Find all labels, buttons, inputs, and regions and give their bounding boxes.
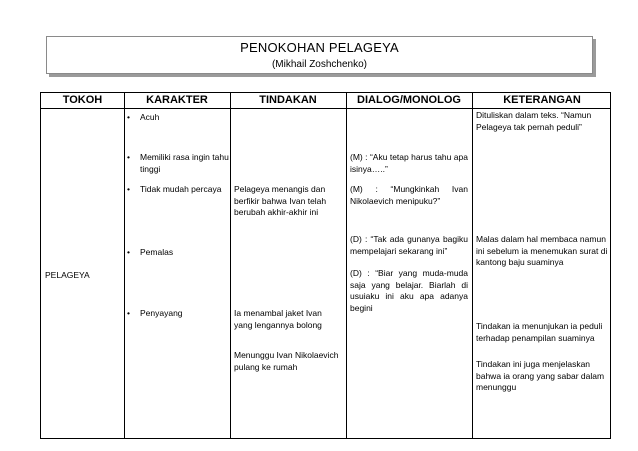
title-box xyxy=(46,36,593,74)
keterangan-item: Dituliskan dalam teks. “Namun Pelageya tak pernah peduli” xyxy=(476,110,592,132)
tokoh-name: PELAGEYA xyxy=(45,270,90,280)
dialog-item: (M) : “Mungkinkah Ivan Nikolaevich menipuku?” xyxy=(350,184,468,206)
keterangan-item: Tindakan ia menunjukan ia peduli terhadap penampilan suaminya xyxy=(476,321,603,343)
header-tokoh: TOKOH xyxy=(62,94,103,106)
dialog-item: (M) : “Aku tetap harus tahu apa isinya…..” xyxy=(350,152,468,174)
document-subtitle: (Mikhail Zoshchenko) xyxy=(271,59,368,70)
header-dialog: DIALOG/MONOLOG xyxy=(357,94,461,106)
header-tindakan: TINDAKAN xyxy=(259,94,317,106)
keterangan-item: Tindakan ini juga menjelaskan bahwa ia orang yang sabar dalam menunggu xyxy=(476,359,605,392)
bullet-icon: • xyxy=(127,184,130,194)
keterangan-item: Malas dalam hal membaca namun ini sebelum ia menemukan surat di kantong baju suaminya xyxy=(476,234,608,267)
tindakan-item: Pelageya menangis dan berfikir bahwa Ivan telah berubah akhir-akhir ini xyxy=(234,184,327,217)
characterization-table: TOKOH KARAKTER TINDAKAN DIALOG/MONOLOG KETERANGAN PELAGEYA • Acuh • Memiliki rasa ingin tahu tinggi • Tidak mudah percaya • Pemalas • Penyayang Pelageya menangis dan berfikir bahwa Ivan telah berubah akhir-akhir ini Ia menambal jaket Ivan yang lengannya bolong Menunggu Ivan Nikolaevich pulang ke rumah (M) : “Aku tetap harus tahu apa isinya…..” (M) : “Mungkinkah Ivan Nikolaevich menipuku?” (D) : “Tak ada gunanya bagiku mempelajari sekarang ini” (D) : “Biar yang muda-muda saja yang belajar. Biarlah di usuiaku ini aku apa adanya begini Dituliskan dalam teks. “Namun Pelageya tak pernah peduli” Malas dalam hal membaca namun ini sebelum ia menemukan surat di kantong baju suaminya Tindakan ia menunjukan ia peduli terhadap penampilan suaminya Tindakan ini juga menjelaskan bahwa ia orang yang sabar dalam menunggu xyxy=(40,92,611,439)
bullet-icon: • xyxy=(127,152,130,162)
tindakan-item: Ia menambal jaket Ivan yang lengannya bolong xyxy=(234,308,322,330)
header-keterangan: KETERANGAN xyxy=(503,94,581,106)
document-title: PENOKOHAN PELAGEYA xyxy=(240,40,399,55)
column-divider xyxy=(346,93,347,438)
column-divider xyxy=(472,93,473,438)
column-divider xyxy=(124,93,125,438)
column-divider xyxy=(230,93,231,438)
tindakan-item: Menunggu Ivan Nikolaevich pulang ke rumah xyxy=(234,350,339,372)
bullet-icon: • xyxy=(127,308,130,318)
bullet-icon: • xyxy=(127,112,130,122)
header-divider xyxy=(41,108,610,109)
dialog-item: (D) : “Tak ada gunanya bagiku mempelajari sekarang ini” xyxy=(350,234,468,256)
bullet-icon: • xyxy=(127,247,130,257)
header-karakter: KARAKTER xyxy=(146,94,208,106)
dialog-item: (D) : “Biar yang muda-muda saja yang belajar. Biarlah di usuiaku ini aku apa adanya begini xyxy=(350,268,468,313)
